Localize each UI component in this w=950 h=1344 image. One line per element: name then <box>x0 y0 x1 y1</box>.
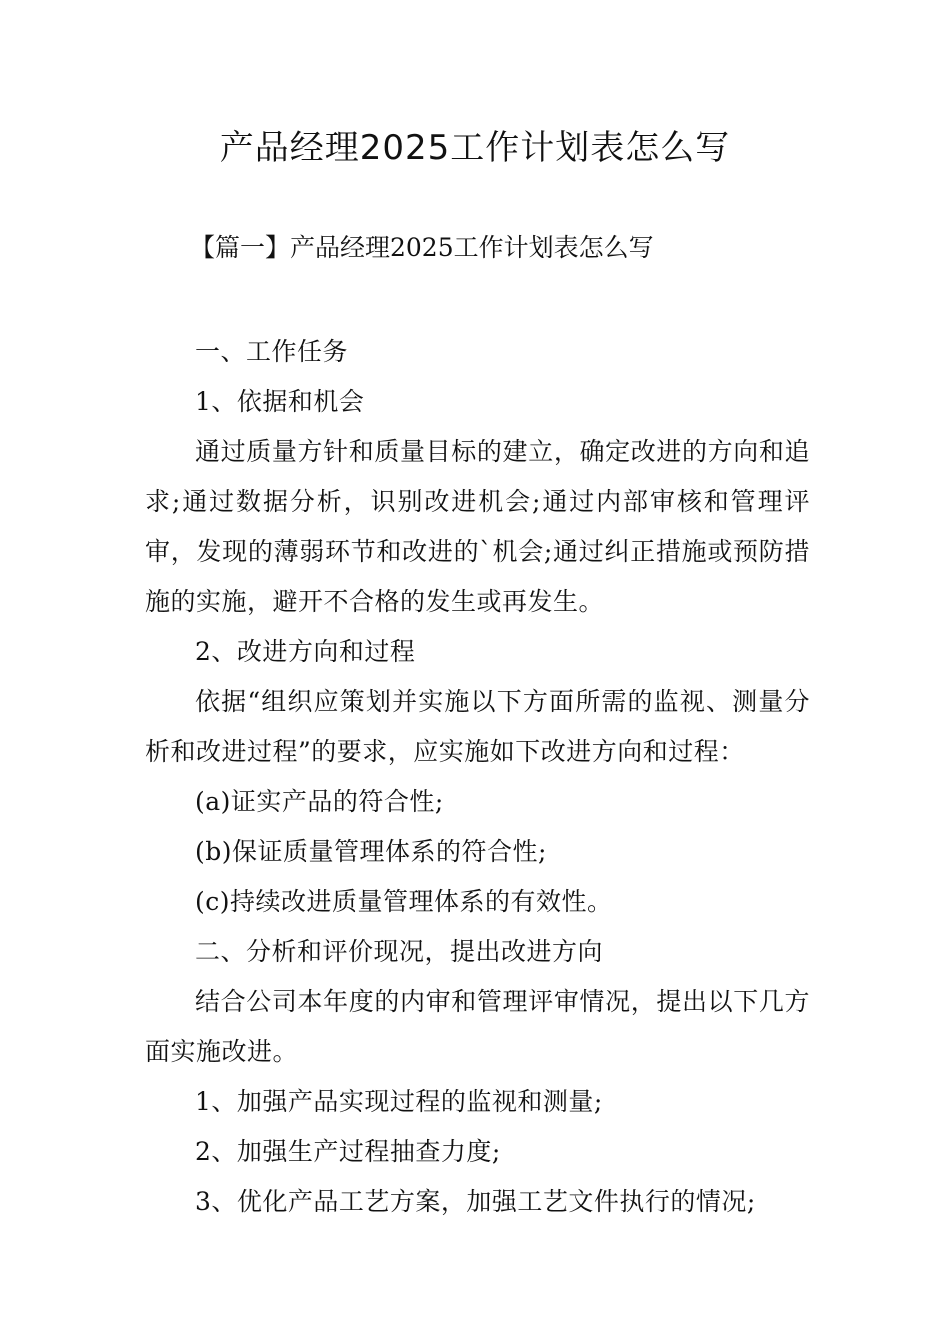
list-item-3: 3、优化产品工艺方案，加强工艺文件执行的情况; <box>195 1187 756 1216</box>
paragraph-basis: 通过质量方针和质量目标的建立，确定改进的方向和追求;通过数据分析，识别改进机会;通过内部审核和管理评审，发现的薄弱环节和改进的`机会;通过纠正措施或预防措施的实施，避开不合格的发生或再发生。 <box>145 437 810 616</box>
list-item-c: (c)持续改进质量管理体系的有效性。 <box>195 887 613 916</box>
list-item-2: 2、加强生产过程抽查力度; <box>195 1137 501 1166</box>
list-item-1: 1、加强产品实现过程的监视和测量; <box>195 1087 603 1116</box>
document-body <box>145 327 810 1227</box>
item-heading-direction: 2、改进方向和过程 <box>195 637 416 666</box>
document-title: 产品经理2025工作计划表怎么写 <box>219 128 731 168</box>
section-heading-analysis: 二、分析和评价现况，提出改进方向 <box>195 937 604 966</box>
list-item-a: (a)证实产品的符合性; <box>195 787 444 816</box>
section-heading-tasks: 一、工作任务 <box>195 337 349 366</box>
item-heading-basis: 1、依据和机会 <box>195 387 365 416</box>
paragraph-analysis: 结合公司本年度的内审和管理评审情况，提出以下几方面实施改进。 <box>145 987 810 1066</box>
list-item-b: (b)保证质量管理体系的符合性; <box>195 837 547 866</box>
document-subtitle: 【篇一】产品经理2025工作计划表怎么写 <box>190 233 654 262</box>
paragraph-direction: 依据“组织应策划并实施以下方面所需的监视、测量分析和改进过程”的要求，应实施如下改进方向和过程： <box>145 687 810 766</box>
